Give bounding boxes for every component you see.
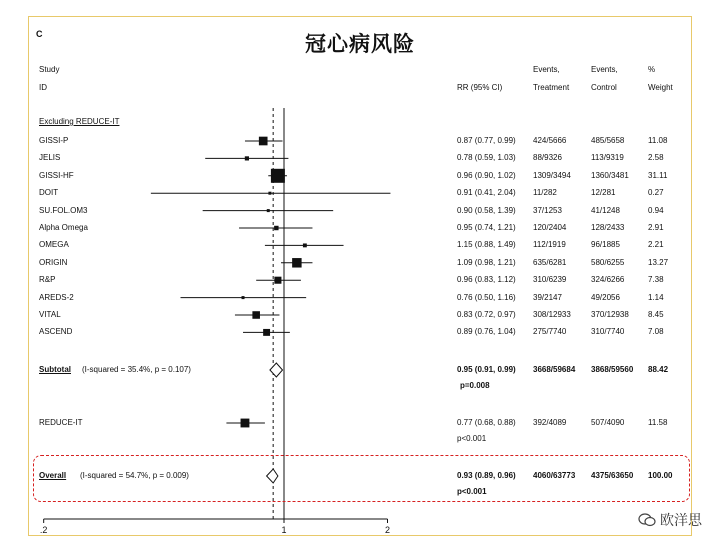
study-r-p-weight: 7.38 <box>648 275 664 285</box>
study-alpha-omega-ci: 0.95 (0.74, 1.21) <box>457 223 516 232</box>
study-omega-ci: 1.15 (0.88, 1.49) <box>457 240 516 250</box>
study-vital-weight: 8.45 <box>648 310 664 319</box>
watermark <box>638 510 702 530</box>
study-omega-treatment: 112/1919 <box>533 240 566 250</box>
study-origin-marker <box>292 258 301 267</box>
overall-heterogeneity: (I-squared = 54.7%, p = 0.009) <box>80 471 189 480</box>
study-areds-2-marker <box>242 296 245 299</box>
study-areds-2-ci: 0.76 (0.50, 1.16) <box>457 292 516 302</box>
study-origin-control: 580/6255 <box>591 257 625 267</box>
study-r-p-treatment: 310/6239 <box>533 275 567 285</box>
study-jelis-treatment: 88/9326 <box>533 153 562 163</box>
overall-p-value: p<0.001 <box>457 487 487 496</box>
study-areds-2-name: AREDS-2 <box>39 292 74 302</box>
study-vital-marker <box>252 311 260 319</box>
study-gissi-p-marker <box>259 137 268 146</box>
study-ascend-ci: 0.89 (0.76, 1.04) <box>457 327 516 337</box>
study-gissi-hf-control: 1360/3481 <box>591 170 629 180</box>
study-origin-weight: 13.27 <box>648 257 669 267</box>
study-r-p-name: R&P <box>39 275 56 285</box>
study-gissi-p-treatment: 424/5666 <box>533 136 567 145</box>
study-r-p-marker <box>274 277 281 284</box>
group-label: Excluding REDUCE-IT <box>39 117 120 126</box>
header-control: Control <box>591 83 617 92</box>
x-tick-label-0: .2 <box>39 525 48 535</box>
study-ascend-name: ASCEND <box>39 327 73 337</box>
header-study: Study <box>39 65 60 74</box>
study-gissi-p-control: 485/5658 <box>591 136 625 145</box>
subtotal-treatment: 3668/59684 <box>533 365 576 374</box>
x-tick-label-2: 2 <box>384 525 391 535</box>
study-ascend-marker <box>263 329 270 336</box>
study-jelis-control: 113/9319 <box>591 153 624 163</box>
study-origin-name: ORIGIN <box>39 257 68 267</box>
study-omega-weight: 2.21 <box>648 240 664 250</box>
reduce-it-name: REDUCE-IT <box>39 418 83 427</box>
study-r-p-ci: 0.96 (0.83, 1.12) <box>457 275 516 285</box>
subtotal-weight: 88.42 <box>648 365 669 374</box>
study-jelis-weight: 2.58 <box>648 153 664 163</box>
overall-treatment: 4060/63773 <box>533 471 576 480</box>
study-alpha-omega-treatment: 120/2404 <box>533 223 567 232</box>
overall-weight: 100.00 <box>648 471 673 480</box>
header-weight: Weight <box>648 83 673 92</box>
study-areds-2-control: 49/2056 <box>591 292 620 302</box>
chart-title: 冠心病风险 <box>305 32 415 56</box>
subtotal-control: 3868/59560 <box>591 365 634 374</box>
study-gissi-hf-weight: 31.11 <box>648 170 668 180</box>
study-omega-control: 96/1885 <box>591 240 620 250</box>
study-su-fol-om3-ci: 0.90 (0.58, 1.39) <box>457 205 516 215</box>
study-ascend-weight: 7.08 <box>648 327 664 337</box>
study-gissi-hf-treatment: 1309/3494 <box>533 170 571 180</box>
subtotal-heterogeneity: (I-squared = 35.4%, p = 0.107) <box>82 365 191 374</box>
study-gissi-hf-marker <box>271 169 285 183</box>
chat-bubble-icon <box>638 513 656 527</box>
study-omega-marker <box>303 243 307 247</box>
reduce-it-treatment: 392/4089 <box>533 418 567 427</box>
study-areds-2-weight: 1.14 <box>648 292 664 302</box>
reduce-it-control: 507/4090 <box>591 418 625 427</box>
reduce-it-marker <box>241 419 250 428</box>
study-su-fol-om3-weight: 0.94 <box>648 205 664 215</box>
study-su-fol-om3-name: SU.FOL.OM3 <box>39 205 88 215</box>
subtotal-ci: 0.95 (0.91, 0.99) <box>457 365 516 374</box>
overall-highlight-box <box>33 455 690 502</box>
study-doit-weight: 0.27 <box>648 188 664 198</box>
study-vital-ci: 0.83 (0.72, 0.97) <box>457 310 516 319</box>
study-gissi-p-name: GISSI-P <box>39 136 69 145</box>
study-omega-name: OMEGA <box>39 240 69 250</box>
x-tick-label-1: 1 <box>281 525 287 535</box>
study-alpha-omega-name: Alpha Omega <box>39 223 88 232</box>
reduce-it-weight: 11.58 <box>648 418 668 427</box>
study-su-fol-om3-treatment: 37/1253 <box>533 205 562 215</box>
subtotal-label: Subtotal <box>39 365 71 374</box>
study-su-fol-om3-marker <box>267 209 270 212</box>
reduce-it-ci: 0.77 (0.68, 0.88) <box>457 418 516 427</box>
overall-label: Overall <box>39 471 67 480</box>
header-id: ID <box>39 83 47 92</box>
study-alpha-omega-control: 128/2433 <box>591 223 625 232</box>
panel-letter: C <box>36 29 43 39</box>
study-origin-treatment: 635/6281 <box>533 257 567 267</box>
study-doit-name: DOIT <box>39 188 59 198</box>
study-doit-treatment: 11/282 <box>533 188 557 198</box>
study-jelis-ci: 0.78 (0.59, 1.03) <box>457 153 516 163</box>
reduce-it-p-value: p<0.001 <box>457 434 487 443</box>
study-jelis-name: JELIS <box>39 153 61 163</box>
study-gissi-hf-ci: 0.96 (0.90, 1.02) <box>457 170 516 180</box>
header-treatment: Treatment <box>533 83 570 92</box>
subtotal-diamond <box>270 363 283 377</box>
study-doit-marker <box>268 192 271 195</box>
study-gissi-hf-name: GISSI-HF <box>39 170 74 180</box>
header-pct: % <box>648 65 656 74</box>
study-doit-control: 12/281 <box>591 188 616 198</box>
header-events-treatment: Events, <box>533 65 560 74</box>
study-alpha-omega-weight: 2.91 <box>648 223 664 232</box>
study-vital-control: 370/12938 <box>591 310 629 319</box>
study-doit-ci: 0.91 (0.41, 2.04) <box>457 188 516 198</box>
overall-ci: 0.93 (0.89, 0.96) <box>457 471 516 480</box>
study-r-p-control: 324/6266 <box>591 275 625 285</box>
study-gissi-p-weight: 11.08 <box>648 136 668 145</box>
subtotal-p-value: p=0.008 <box>460 381 490 390</box>
study-su-fol-om3-control: 41/1248 <box>591 205 620 215</box>
study-vital-name: VITAL <box>39 310 61 319</box>
study-origin-ci: 1.09 (0.98, 1.21) <box>457 257 516 267</box>
header-rr: RR (95% CI) <box>457 83 503 92</box>
study-alpha-omega-marker <box>274 226 278 230</box>
study-areds-2-treatment: 39/2147 <box>533 292 562 302</box>
study-jelis-marker <box>245 156 249 160</box>
header-events-control: Events, <box>591 65 618 74</box>
watermark-text: 欧洋思 <box>660 513 702 529</box>
study-vital-treatment: 308/12933 <box>533 310 571 319</box>
study-ascend-control: 310/7740 <box>591 327 625 337</box>
overall-control: 4375/63650 <box>591 471 634 480</box>
study-ascend-treatment: 275/7740 <box>533 327 567 337</box>
study-gissi-p-ci: 0.87 (0.77, 0.99) <box>457 136 516 145</box>
